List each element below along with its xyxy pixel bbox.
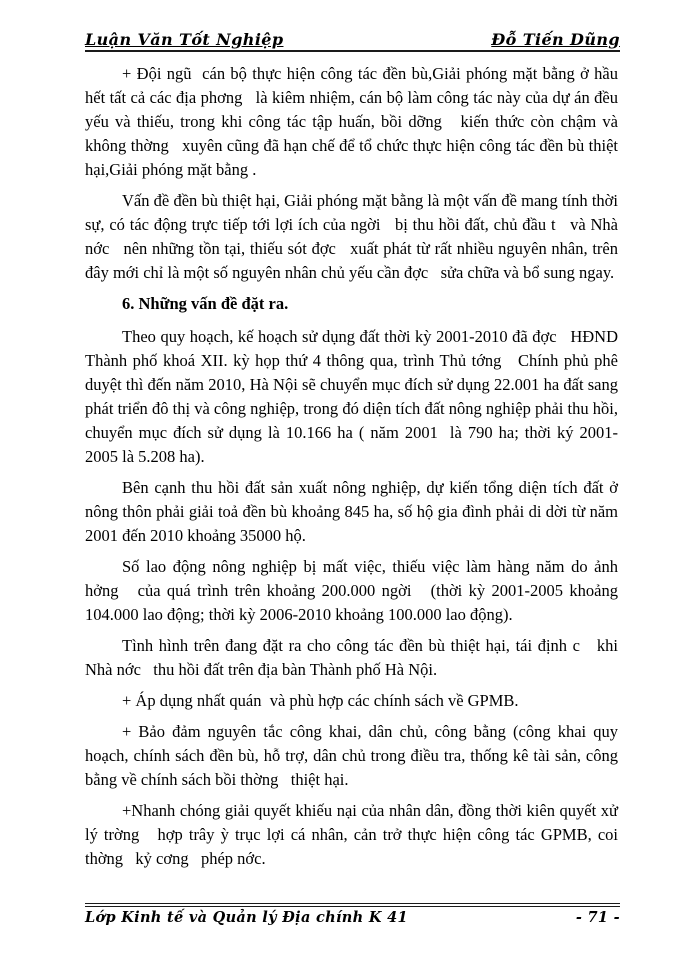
paragraph: + Đội ngũ cán bộ thực hiện công tác đền bù,Giải phóng mặt bằng ở hầu hết tất cả các địa phơng là kiêm nhiệm, cán bộ làm công tác này của dự án đều yếu và thiếu, trong khi công tác tập huấn, bồi dỡng kiến thức còn chậm và không thờng xuyên cũng đã hạn chế để tổ chức thực hiện công tác đền bù thiệt hại,Giải phóng mặt bằng .: [85, 64, 623, 179]
paragraph: Số lao động nông nghiệp bị mất việc, thiếu việc làm hàng năm do ảnh hởng của quá trình trên khoảng 200.000 ngời (thời kỳ 2001-2005 khoảng 104.000 lao động; thời kỳ 2006-2010 khoảng 100.000 lao động).: [85, 557, 623, 624]
paragraph: + Bảo đảm nguyên tắc công khai, dân chủ, công bằng (công khai quy hoạch, chính sách đền bù, hỗ trợ, dân chủ trong điều tra, thống kê tài sản, công bằng về chính sách bồi thờng thiệt hại.: [85, 722, 623, 789]
paragraph: Theo quy hoạch, kế hoạch sử dụng đất thời kỳ 2001-2010 đã đợc HĐND Thành phố khoá XII. kỳ họp thứ 4 thông qua, trình Thủ tớng Chính phủ phê duyệt thì đến năm 2010, Hà Nội sẽ chuyển mục đích sử dụng 22.001 ha đất sang phát triển đô thị và công nghiệp, trong đó diện tích đất nông nghiệp phải thu hồi, chuyển mục đích sử dụng là 10.166 ha ( năm 2001 là 790 ha; thời ký 2001-2005 là 5.208 ha).: [85, 327, 623, 466]
footer-class-name: Lớp Kinh tế và Quản lý Địa chính K 41: [85, 909, 408, 926]
paragraph: Bên cạnh thu hồi đất sản xuất nông nghiệp, dự kiến tổng diện tích đất ở nông thôn phải giải toả đền bù khoảng 845 ha, số hộ gia đình phải di dời từ năm 2001 đến 2010 khoảng 35000 hộ.: [85, 478, 623, 545]
footer-page-number: - 71 -: [575, 909, 620, 926]
header-document-title: Luận Văn Tốt Nghiệp: [85, 30, 284, 49]
paragraph: + Áp dụng nhất quán và phù hợp các chính sách về GPMB.: [122, 691, 519, 710]
page-footer: [85, 903, 620, 926]
document-body: [85, 62, 623, 878]
paragraph: +Nhanh chóng giải quyết khiếu nại của nhân dân, đồng thời kiên quyết xử lý trờng hợp trây ỳ trục lợi cá nhân, cản trở thực hiện công tác GPMB, coi thờng kỷ cơng phép nớc.: [85, 801, 623, 868]
header-author-name: Đỗ Tiến Dũng: [491, 30, 620, 49]
paragraph: Vấn đề đền bù thiệt hại, Giải phóng mặt bằng là một vấn đề mang tính thời sự, có tác động trực tiếp tới lợi ích của ngời bị thu hồi đất, chủ đầu t và Nhà nớc nên những tồn tại, thiếu sót đợc xuất phát từ rất nhiều nguyên nhân, trên đây mới chỉ là một số nguyên nhân chủ yếu cần đợc sửa chữa và bổ sung ngay.: [85, 191, 623, 282]
section-heading: 6. Những vấn đề đặt ra.: [122, 294, 289, 313]
paragraph: Tình hình trên đang đặt ra cho công tác đền bù thiệt hại, tái định c khi Nhà nớc thu hồi đất trên địa bàn Thành phố Hà Nội.: [85, 636, 623, 679]
page-header: [85, 30, 620, 52]
